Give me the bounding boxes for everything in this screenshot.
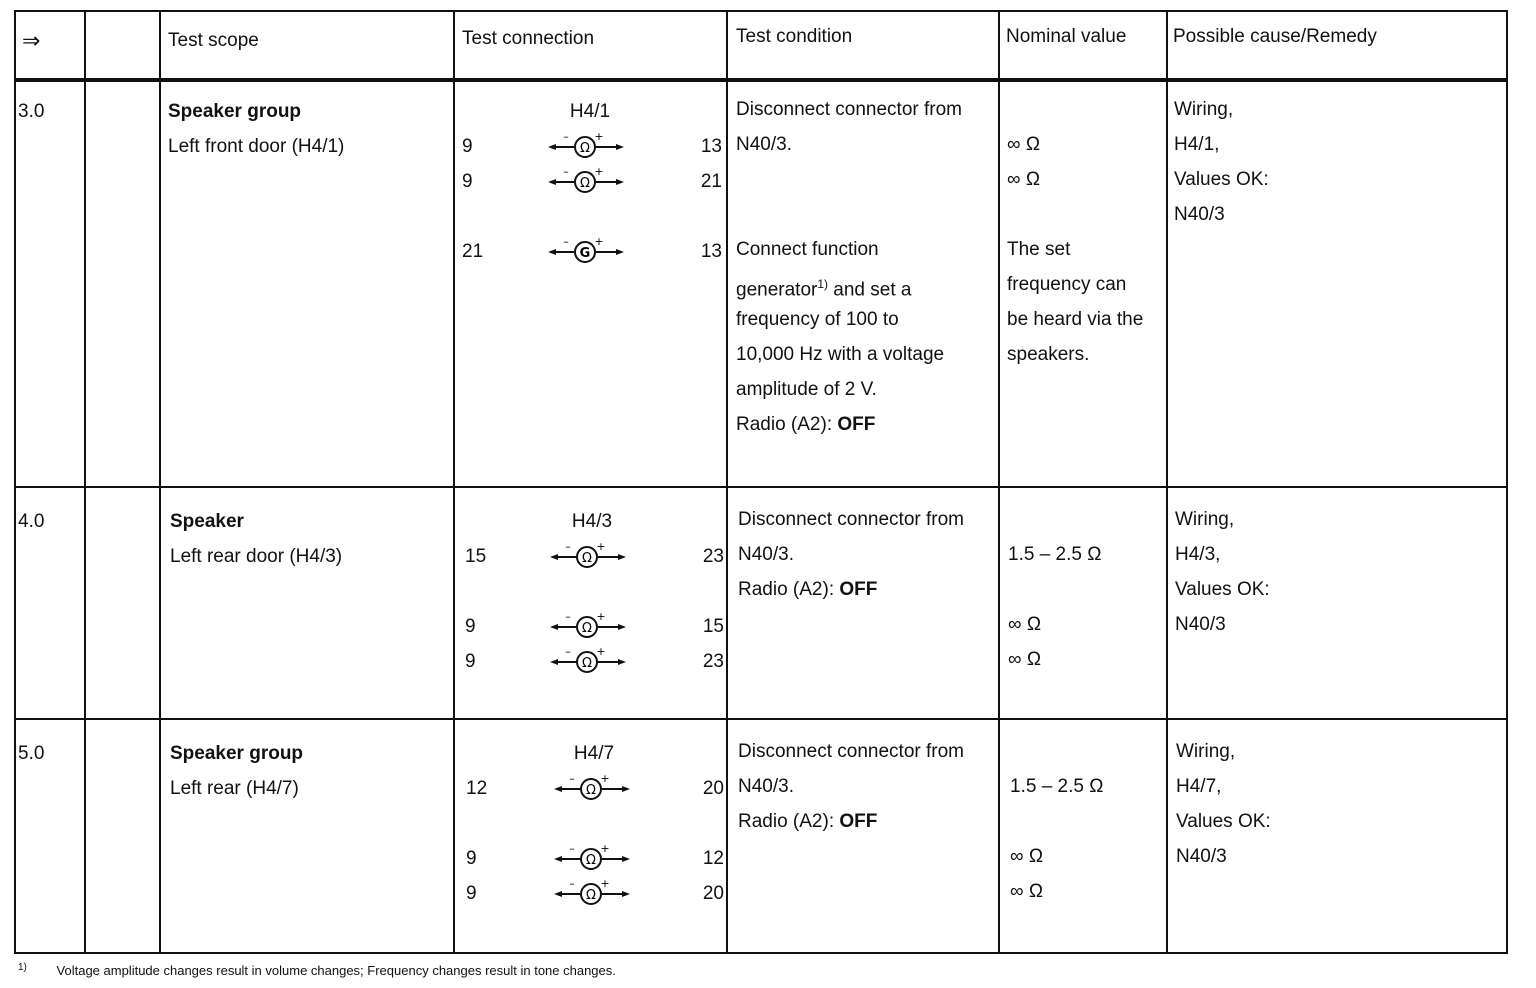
footnote-marker: 1) bbox=[18, 962, 27, 973]
svg-text:Ω: Ω bbox=[582, 621, 592, 636]
connector-label: H4/1 bbox=[569, 101, 611, 122]
nominal-value: ∞ Ω bbox=[1008, 649, 1042, 670]
condition-text: Disconnect connector from bbox=[736, 99, 962, 120]
remedy-text: Values OK: bbox=[1176, 811, 1271, 832]
step-number: 3.0 bbox=[18, 101, 45, 122]
condition-text: 10,000 Hz with a voltage bbox=[736, 344, 945, 365]
column-divider bbox=[453, 10, 455, 954]
pin-left: 9 bbox=[462, 171, 473, 192]
svg-text:–: – bbox=[569, 878, 575, 890]
remedy-text: Wiring, bbox=[1174, 99, 1234, 120]
pin-right: 13 bbox=[700, 136, 722, 157]
header-test-scope: Test scope bbox=[168, 30, 259, 51]
svg-text:Ω: Ω bbox=[586, 853, 596, 868]
svg-text:–: – bbox=[563, 131, 569, 143]
row-divider bbox=[14, 718, 1508, 720]
ohmmeter-symbol bbox=[548, 541, 628, 571]
svg-text:Ω: Ω bbox=[582, 551, 592, 566]
svg-text:Ω: Ω bbox=[580, 176, 590, 191]
condition-text: N40/3. bbox=[736, 134, 792, 155]
connector-label: H4/7 bbox=[573, 743, 615, 764]
ohmmeter-symbol bbox=[552, 773, 632, 803]
pin-left: 9 bbox=[465, 651, 476, 672]
remedy-text: N40/3 bbox=[1174, 204, 1225, 225]
pin-left: 15 bbox=[465, 546, 487, 567]
svg-text:–: – bbox=[563, 236, 569, 248]
test-table bbox=[14, 10, 1508, 954]
pin-left: 9 bbox=[466, 848, 477, 869]
remedy-text: Values OK: bbox=[1175, 579, 1270, 600]
ohmmeter-symbol bbox=[548, 646, 628, 676]
ohmmeter-symbol bbox=[552, 878, 632, 908]
nominal-value: ∞ Ω bbox=[1007, 169, 1041, 190]
pin-right: 20 bbox=[702, 778, 724, 799]
pin-left: 9 bbox=[466, 883, 477, 904]
svg-text:–: – bbox=[563, 166, 569, 178]
step-number: 5.0 bbox=[18, 743, 45, 764]
nominal-value: The set bbox=[1007, 239, 1071, 260]
nominal-value: ∞ Ω bbox=[1008, 614, 1042, 635]
remedy-text: H4/7, bbox=[1176, 776, 1222, 797]
generator-symbol bbox=[546, 236, 626, 266]
column-divider bbox=[726, 10, 728, 954]
nominal-value: be heard via the bbox=[1007, 309, 1144, 330]
svg-text:Ω: Ω bbox=[586, 888, 596, 903]
condition-text: N40/3. bbox=[738, 776, 794, 797]
scope-subtitle: Left front door (H4/1) bbox=[168, 136, 345, 157]
table-border-left bbox=[14, 10, 16, 954]
header-test-condition: Test condition bbox=[736, 26, 853, 47]
pin-left: 9 bbox=[462, 136, 473, 157]
svg-text:+: + bbox=[600, 843, 610, 855]
header-nominal-value: Nominal value bbox=[1006, 26, 1127, 47]
pin-right: 23 bbox=[702, 546, 724, 567]
table-border-bottom bbox=[14, 952, 1508, 954]
table-border-right bbox=[1506, 10, 1508, 954]
svg-text:–: – bbox=[569, 773, 575, 785]
scope-title: Speaker group bbox=[168, 101, 302, 122]
remedy-text: H4/3, bbox=[1175, 544, 1221, 565]
table-border-top bbox=[14, 10, 1508, 12]
svg-text:+: + bbox=[596, 611, 606, 623]
scope-subtitle: Left rear door (H4/3) bbox=[170, 546, 343, 567]
condition-text: Disconnect connector from bbox=[738, 509, 964, 530]
pin-right: 20 bbox=[702, 883, 724, 904]
header-divider bbox=[14, 78, 1508, 82]
ohmmeter-symbol bbox=[546, 131, 626, 161]
column-divider bbox=[84, 10, 86, 954]
remedy-text: Wiring, bbox=[1176, 741, 1236, 762]
condition-text: amplitude of 2 V. bbox=[736, 379, 877, 400]
pin-right: 23 bbox=[702, 651, 724, 672]
svg-text:+: + bbox=[596, 541, 606, 553]
svg-text:+: + bbox=[594, 131, 604, 143]
scope-subtitle: Left rear (H4/7) bbox=[170, 778, 299, 799]
condition-text: Radio (A2): OFF bbox=[738, 579, 878, 600]
row-divider bbox=[14, 486, 1508, 488]
ohmmeter-symbol bbox=[548, 611, 628, 641]
remedy-text: H4/1, bbox=[1174, 134, 1220, 155]
scope-title: Speaker bbox=[170, 511, 244, 532]
column-divider bbox=[159, 10, 161, 954]
condition-text: frequency of 100 to bbox=[736, 309, 899, 330]
remedy-text: N40/3 bbox=[1175, 614, 1226, 635]
condition-text: Radio (A2): OFF bbox=[736, 414, 876, 435]
nominal-value: speakers. bbox=[1007, 344, 1090, 365]
svg-text:–: – bbox=[565, 611, 571, 623]
arrow-header: ⇒ bbox=[22, 28, 41, 53]
header-cause-remedy: Possible cause/Remedy bbox=[1173, 26, 1377, 47]
nominal-value: ∞ Ω bbox=[1010, 881, 1044, 902]
pin-right: 21 bbox=[700, 171, 722, 192]
nominal-value: 1.5 – 2.5 Ω bbox=[1008, 544, 1102, 565]
ohmmeter-symbol bbox=[546, 166, 626, 196]
scope-title: Speaker group bbox=[170, 743, 304, 764]
pin-left: 21 bbox=[462, 241, 484, 262]
pin-right: 15 bbox=[702, 616, 724, 637]
nominal-value: ∞ Ω bbox=[1010, 846, 1044, 867]
footnote bbox=[18, 962, 616, 978]
nominal-value: frequency can bbox=[1007, 274, 1127, 295]
svg-text:+: + bbox=[600, 878, 610, 890]
condition-text: Disconnect connector from bbox=[738, 741, 964, 762]
nominal-value: 1.5 – 2.5 Ω bbox=[1010, 776, 1104, 797]
remedy-text: Wiring, bbox=[1175, 509, 1235, 530]
remedy-text: N40/3 bbox=[1176, 846, 1227, 867]
svg-text:+: + bbox=[594, 236, 604, 248]
footnote-text: Voltage amplitude changes result in volume changes; Frequency changes result in tone changes. bbox=[56, 963, 616, 979]
column-divider bbox=[998, 10, 1000, 954]
pin-right: 13 bbox=[700, 241, 722, 262]
ohmmeter-symbol bbox=[552, 843, 632, 873]
condition-text: N40/3. bbox=[738, 544, 794, 565]
svg-text:–: – bbox=[565, 646, 571, 658]
nominal-value: ∞ Ω bbox=[1007, 134, 1041, 155]
svg-text:Ω: Ω bbox=[580, 141, 590, 156]
step-number: 4.0 bbox=[18, 511, 45, 532]
svg-text:+: + bbox=[596, 646, 606, 658]
condition-text: Connect function bbox=[736, 239, 879, 260]
header-test-connection: Test connection bbox=[462, 28, 595, 49]
svg-text:–: – bbox=[569, 843, 575, 855]
svg-text:Ω: Ω bbox=[582, 656, 592, 671]
svg-text:+: + bbox=[600, 773, 610, 785]
svg-text:+: + bbox=[594, 166, 604, 178]
svg-text:G: G bbox=[579, 246, 591, 261]
svg-text:–: – bbox=[565, 541, 571, 553]
column-divider bbox=[1166, 10, 1168, 954]
pin-left: 9 bbox=[465, 616, 476, 637]
pin-left: 12 bbox=[466, 778, 488, 799]
pin-right: 12 bbox=[702, 848, 724, 869]
condition-text: generator$^{1)}$ and set a bbox=[736, 277, 912, 301]
condition-text: Radio (A2): OFF bbox=[738, 811, 878, 832]
connector-label: H4/3 bbox=[571, 511, 613, 532]
remedy-text: Values OK: bbox=[1174, 169, 1269, 190]
svg-text:Ω: Ω bbox=[586, 783, 596, 798]
